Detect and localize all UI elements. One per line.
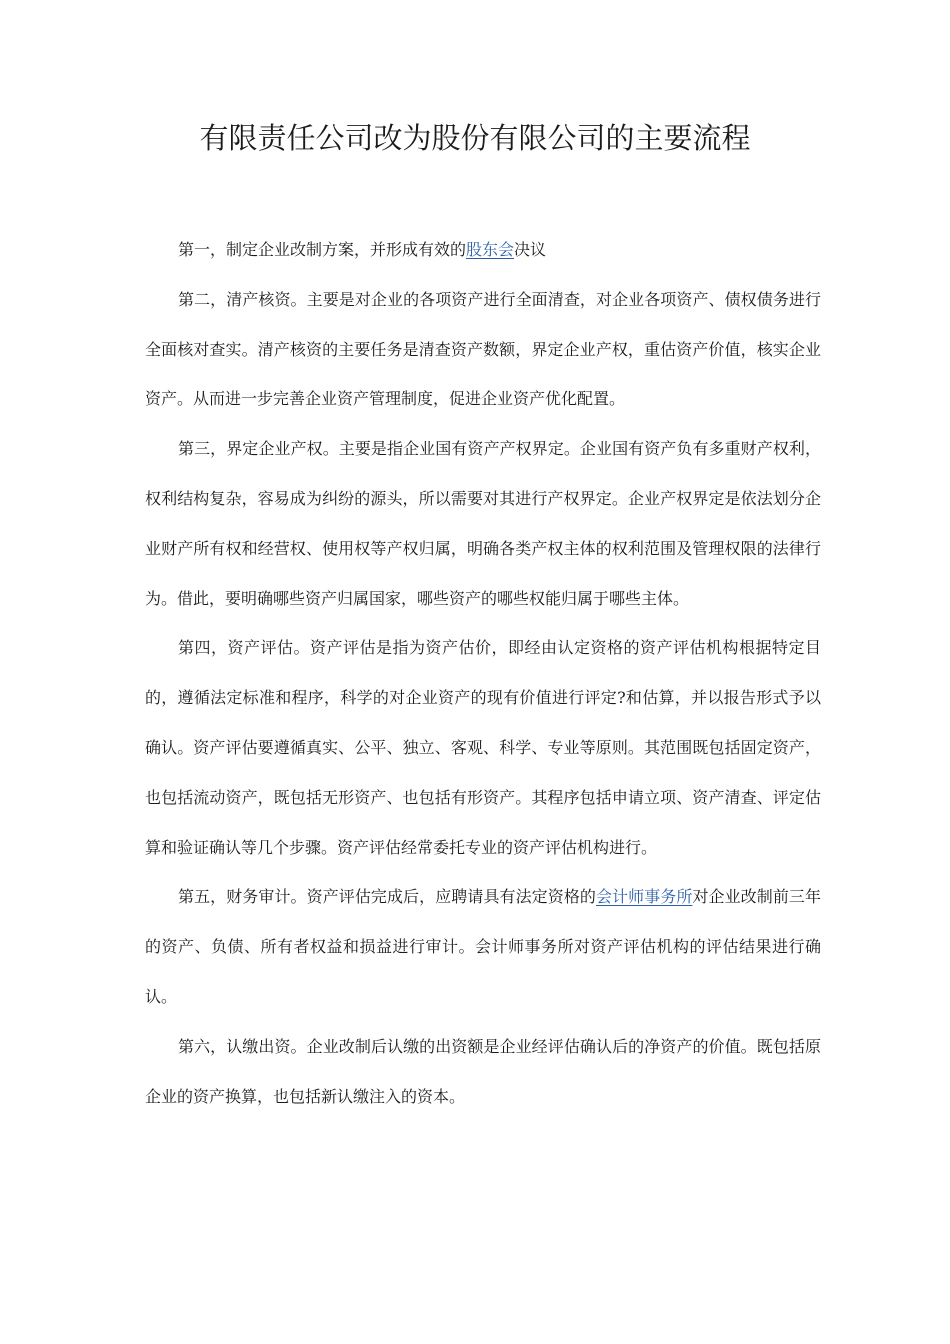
paragraph-5: [145, 872, 821, 1021]
paragraph-text: 第四，资产评估。资产评估是指为资产估价，即经由认定资格的资产评估机构根据特定目的，遵循法定标准和程序，科学的对企业资产的现有价值进行评定?和估算，并以报告形式予以确认。资产评估要遵循真实、公平、独立、客观、科学、专业等原则。其范围既包括固定资产，也包括流动资产，既包括无形资产、也包括有形资产。其程序包括申请立项、资产清查、评定估算和验证确认等几个步骤。资产评估经常委托专业的资产评估机构进行。: [145, 638, 821, 857]
document-body: [145, 225, 821, 1121]
paragraph-3: [145, 424, 821, 623]
paragraph-text: 第五，财务审计。资产评估完成后，应聘请具有法定资格的: [178, 887, 596, 907]
paragraph-6: [145, 1022, 821, 1122]
paragraph-text: 第一，制定企业改制方案，并形成有效的: [178, 240, 467, 259]
paragraph-2: [145, 275, 821, 424]
paragraph-text: 决议: [514, 240, 547, 259]
link-shareholders-meeting[interactable]: 股东会: [466, 240, 515, 259]
paragraph-4: [145, 623, 821, 872]
link-accounting-firm[interactable]: 会计师事务所: [595, 887, 693, 907]
paragraph-text: 第三，界定企业产权。主要是指企业国有资产产权界定。企业国有资产负有多重财产权利，权利结构复杂，容易成为纠纷的源头，所以需要对其进行产权界定。企业产权界定是依法划分企业财产所有权和经营权、使用权等产权归属，明确各类产权主体的权利范围及管理权限的法律行为。借此，要明确哪些资产归属国家，哪些资产的哪些权能归属于哪些主体。: [145, 439, 821, 608]
paragraph-text: 对企业改制前三年的资产、负债、所有者权益和损益进行审计。会计师事务所对资产评估机构的评估结果进行确认。: [145, 887, 821, 1006]
document-title: 有限责任公司改为股份有限公司的主要流程: [199, 121, 751, 155]
paragraph-text: 第六，认缴出资。企业改制后认缴的出资额是企业经评估确认后的净资产的价值。既包括原企业的资产换算，也包括新认缴注入的资本。: [145, 1036, 821, 1106]
paragraph-1: [145, 225, 821, 275]
paragraph-text: 第二，清产核资。主要是对企业的各项资产进行全面清查，对企业各项资产、债权债务进行全面核对查实。清产核资的主要任务是清查资产数额，界定企业产权，重估资产价值，核实企业资产。从而进一步完善企业资产管理制度，促进企业资产优化配置。: [145, 289, 821, 409]
